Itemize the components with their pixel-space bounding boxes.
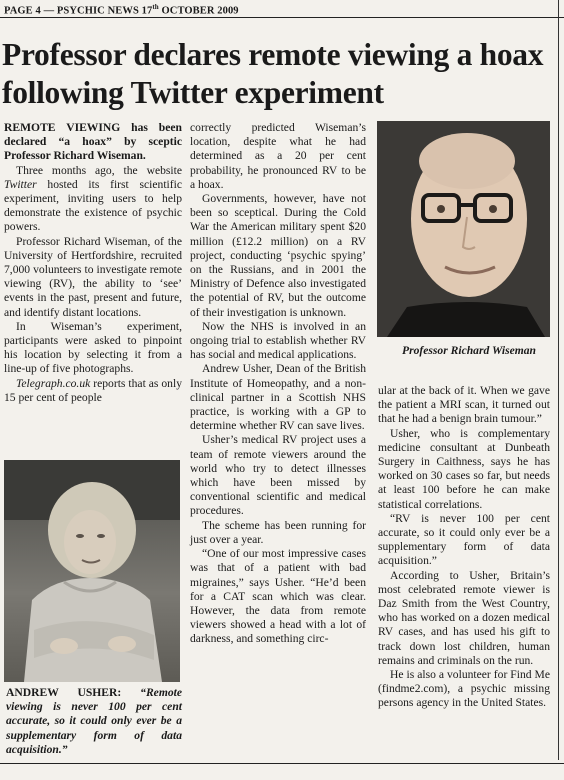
folio-ordinal: th [152,3,159,11]
photo-andrew-usher [4,460,180,682]
paragraph: In Wiseman’s experiment, participants were asked to pinpoint his location by selecting it from a line-up of five photographs. [4,319,182,376]
caption-andrew-usher [6,686,182,757]
folio-date: OCTOBER 2009 [158,5,239,17]
headline: Professor declares remote viewing a hoax following Twitter experiment [2,37,544,110]
caption-richard-wiseman: Professor Richard Wiseman [402,344,536,357]
bottom-rule [0,763,564,764]
paragraph: Professor Richard Wiseman, of the University of Hertfordshire, recruited 7,000 volunteers to investigate remote viewing (RV), the ability to ‘see’ events in the past, present and future, and identify distant locations. [4,234,182,319]
portrait-illustration [4,460,180,682]
paragraph: “One of our most impressive cases was that of a patient with bad migraines,” says Usher. “He’d been for a CAT scan which was clear. However, the data from remote viewers showed a head with a lot of darkness, and something circ- [190,547,366,646]
top-rule [0,17,564,18]
portrait-illustration [377,121,550,337]
paragraph: Usher’s medical RV project uses a team of remote viewers around the world who try to detect illnesses which have been missed by conventional scientific and medical procedures. [190,433,366,518]
paragraph: Andrew Usher, Dean of the British Institute of Homeopathy, and a non-clinical partner in a Scottish NHS practice, is working with a GP to determine whether RV can save lives. [190,362,366,433]
paragraph: He is also a volunteer for Find Me (findme2.com), a psychic missing persons agency in the United States. [378,668,550,710]
paragraph: Now the NHS is involved in an ongoing trial to establish whether RV has social and medical applications. [190,319,366,362]
folio-page: PAGE 4 — PSYCHIC NEWS 17 [4,5,153,17]
caption-quote: “Remote viewing is never 100 per cent accurate, so it could only ever be a supplementary form of data acquisition.” [6,686,182,756]
paragraph: “RV is never 100 per cent accurate, so it could only ever be a supplementary form of data acquisition.” [378,511,550,568]
paragraph: Telegraph.co.uk reports that as only 15 per cent of people [4,376,182,404]
paragraph: Usher, who is complementary medicine consultant at Dunbeath Surgery in Caithness, says he has worked on 30 cases so far, but needs at least 100 before he can make statistical correlations. [378,426,550,511]
next-article-strip [0,758,564,780]
paragraph: Governments, however, have not been so sceptical. During the Cold War the American military spent $20 million (£12.2 million) on a RV project, conducting ‘psychic spying’ on the Russians, and in 2001 the Ministry of Defence also investigated the potential of RV, but the outcome of their investigation is unknown. [190,192,366,319]
column-3 [378,384,550,711]
column-rule-right [558,0,559,760]
column-2 [190,121,366,647]
twitter-name: Twitter [4,177,37,191]
lead-paragraph: REMOTE VIEWING has been declared “a hoax” by sceptic Professor Richard Wiseman. [4,121,182,163]
paragraph: Three months ago, the website Twitter hosted its first scientific experiment, inviting users to help demonstrate the existence of psychic powers. [4,163,182,234]
page-folio [4,3,239,17]
paragraph: The scheme has been running for just over a year. [190,518,366,546]
paragraph: correctly predicted Wiseman’s location, despite what he had determined as a 20 per cent probability, he pronounced RV to be a hoax. [190,121,366,191]
paragraph: ular at the back of it. When we gave the patient a MRI scan, it turned out that he had a benign brain tumour.” [378,384,550,426]
photo-richard-wiseman [377,121,550,337]
column-1 [4,121,182,405]
caption-name: ANDREW USHER: [6,686,122,699]
source-name: Telegraph.co.uk [16,376,91,390]
paragraph: According to Usher, Britain’s most celebrated remote viewer is Daz Smith from the West Country, who has worked on a dozen medical RV cases, and has used his gift to track down lost children, human remains and criminals on the run. [378,568,550,667]
